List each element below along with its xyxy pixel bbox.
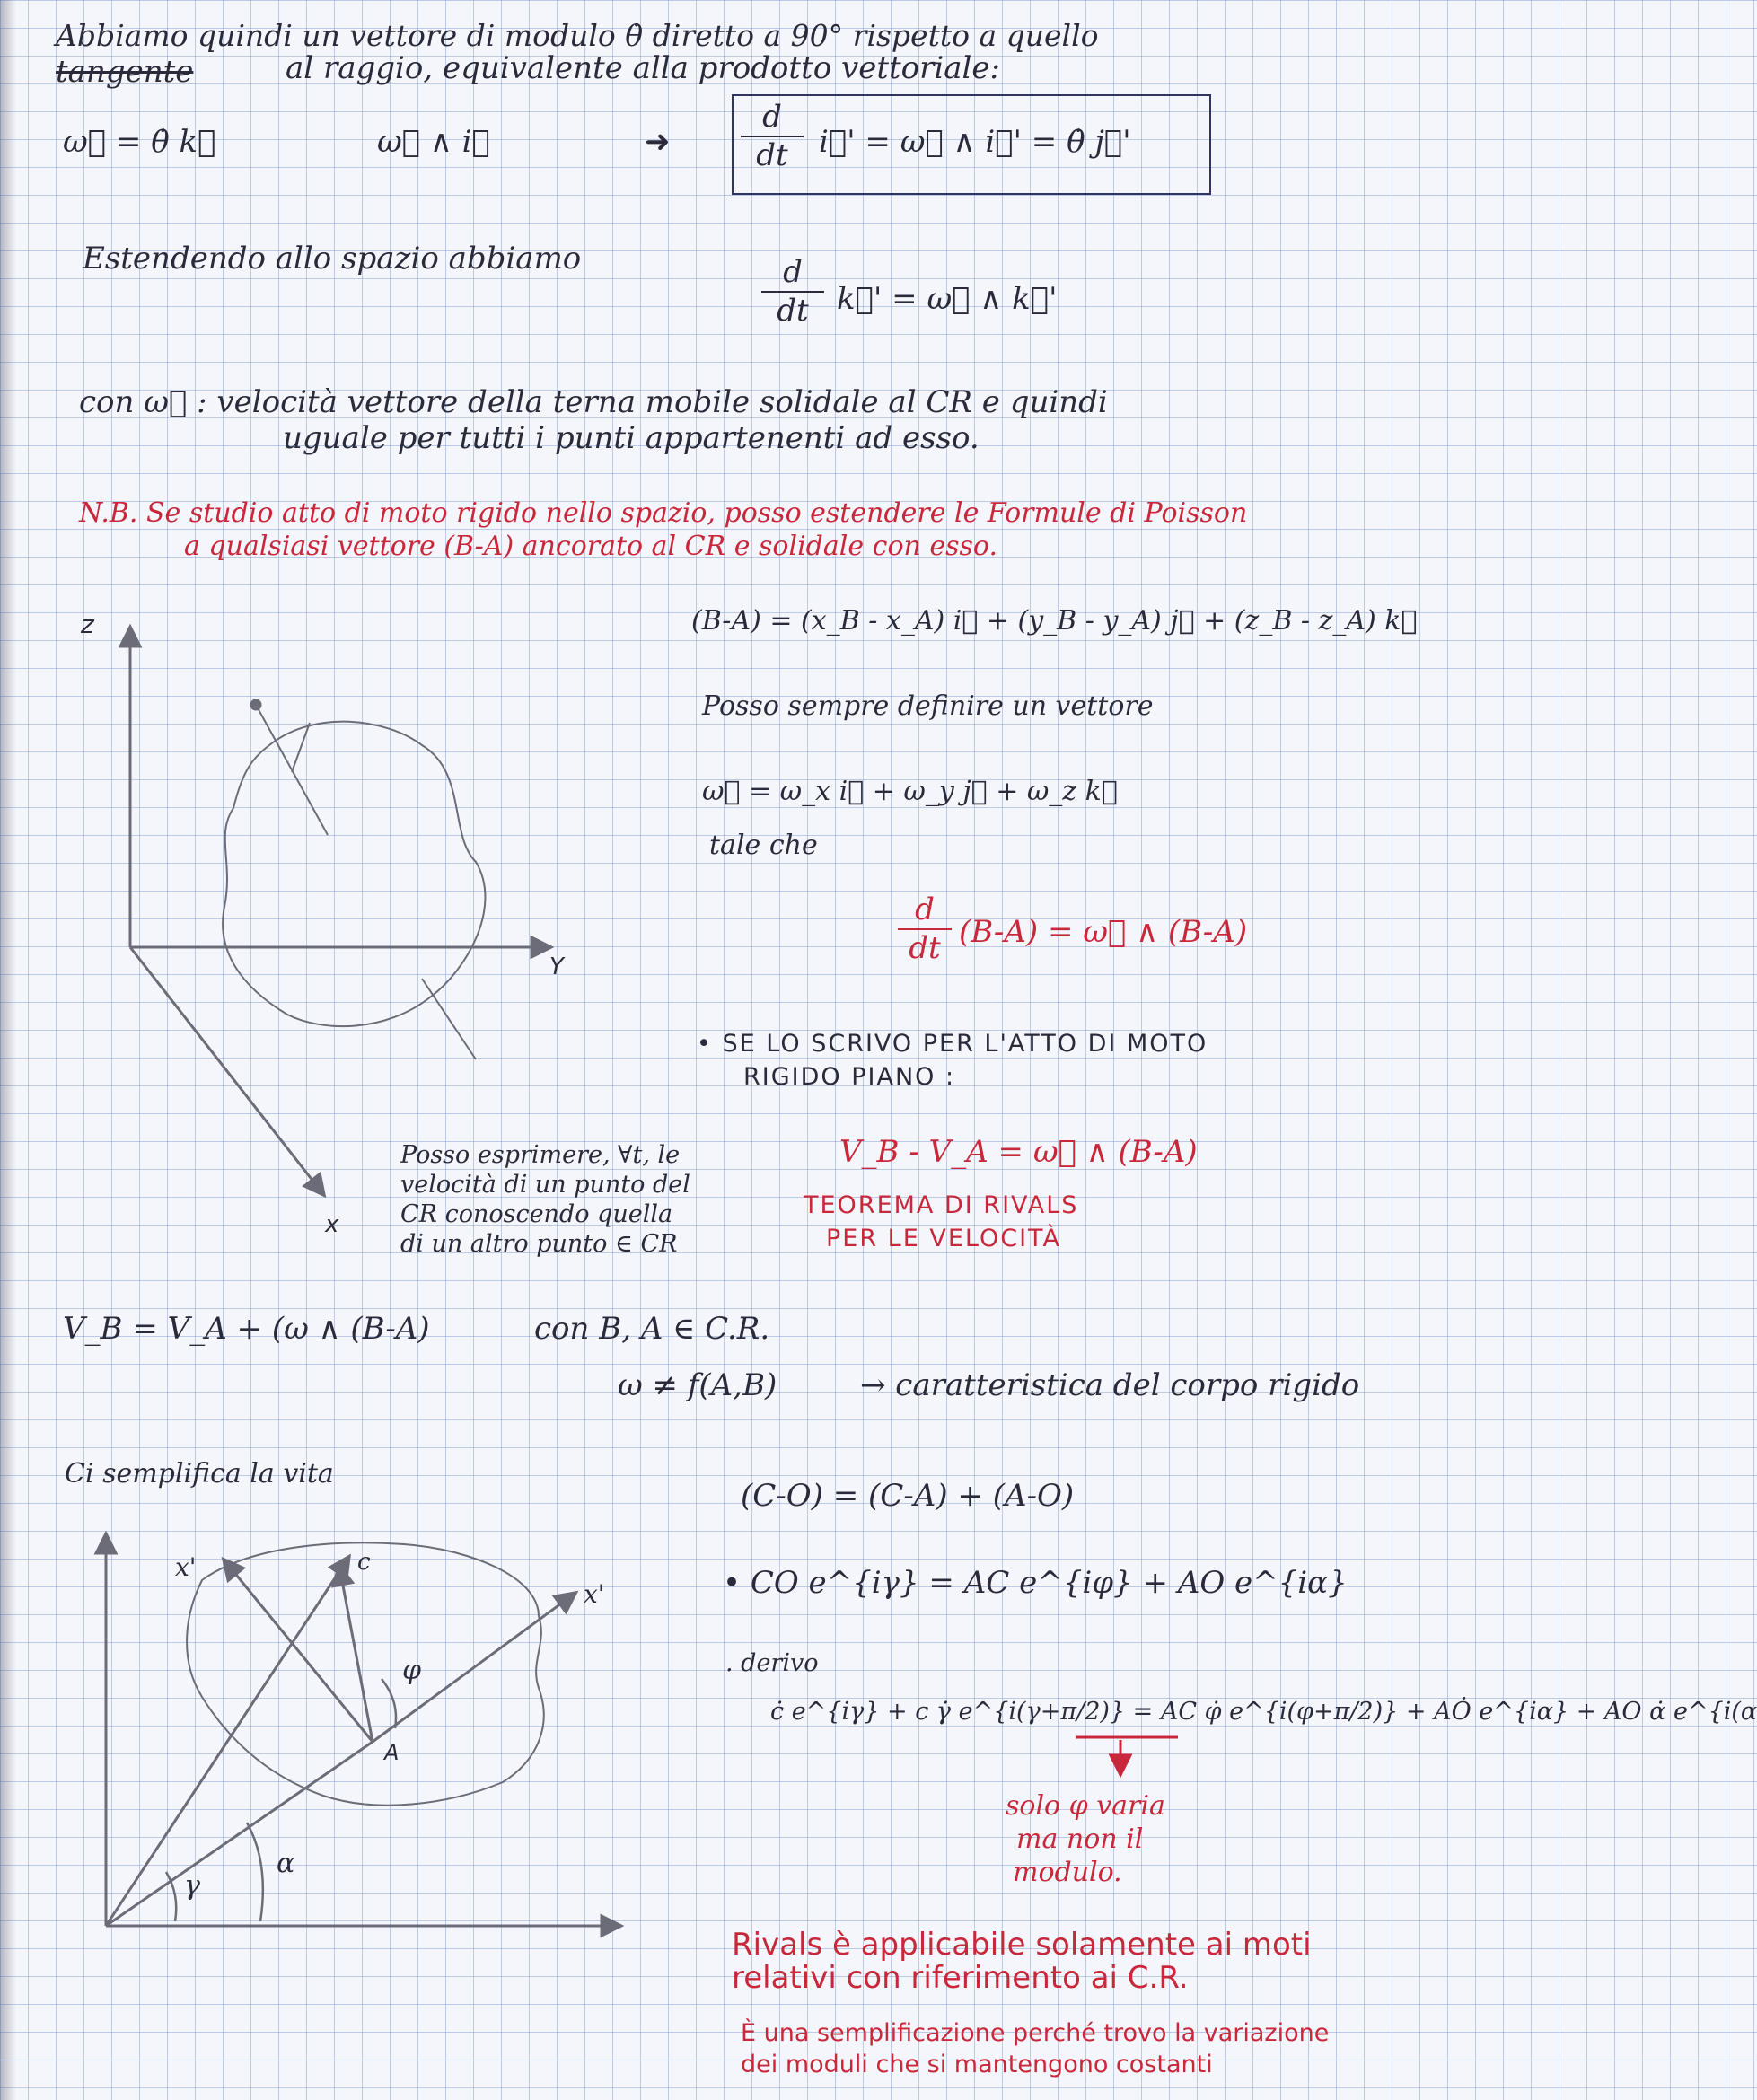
dba-rhs: (B-A) = ω⃗ ∧ (B-A) bbox=[959, 914, 1248, 950]
teorema-line-2: PER LE VELOCITÀ bbox=[826, 1225, 1061, 1252]
angle-phi-arc bbox=[382, 1679, 396, 1728]
vector-oc bbox=[106, 1558, 348, 1926]
extending-text: Estendendo allo spazio abbiamo bbox=[83, 241, 582, 277]
posso-definire: Posso sempre definire un vettore bbox=[702, 690, 1154, 722]
derivo-text: . derivo bbox=[725, 1649, 819, 1677]
co-equation-3: ċ e^{iγ} + c γ̇ e^{i(γ+π/2)} = AC φ̇ e^{i(φ+π/2)} + AȮ e^{iα} + AO α̇ e^{i(α bbox=[770, 1698, 1757, 1726]
text-line-2: al raggio, equivalente alla prodotto vettoriale: bbox=[286, 50, 1000, 86]
x-axis bbox=[130, 947, 323, 1194]
text-line-1: Abbiamo quindi un vettore di modulo θ̇ diretto a 90° rispetto a quello bbox=[56, 18, 1099, 53]
vector-x-prime-left bbox=[224, 1560, 373, 1742]
solo-line-3: modulo. bbox=[1013, 1857, 1122, 1888]
axis-y-label: Y bbox=[549, 953, 564, 980]
angle-alpha-arc bbox=[247, 1823, 263, 1921]
vb-equation: V_B = V_A + (ω ∧ (B-A) bbox=[63, 1311, 430, 1347]
co-equation-1: (C-O) = (C-A) + (A-O) bbox=[741, 1478, 1075, 1514]
rivals-formula: V_B - V_A = ω⃗ ∧ (B-A) bbox=[839, 1134, 1198, 1170]
omega-not-function: ω ≠ f(A,B) bbox=[618, 1367, 777, 1403]
diagram-3d-rigid-body bbox=[130, 628, 549, 1194]
se-line-2: RIGIDO PIANO : bbox=[743, 1063, 956, 1091]
nb-line-2: a qualsiasi vettore (B-A) ancorato al CR e solidale con esso. bbox=[184, 531, 997, 562]
tale-che: tale che bbox=[709, 830, 818, 861]
posso-esprimere-4: di un altro punto ∈ CR bbox=[400, 1230, 678, 1258]
omega-equation: ω⃗ = θ̇ k⃗ bbox=[63, 124, 216, 160]
ext-dt: dt bbox=[777, 293, 809, 329]
con-b-a: con B, A ∈ C.R. bbox=[534, 1311, 770, 1347]
rigid-body-blob-2 bbox=[187, 1542, 544, 1805]
omega-vector: ω⃗ = ω_x i⃗ + ω_y j⃗ + ω_z k⃗ bbox=[702, 776, 1118, 807]
implies-arrow-icon: ➜ bbox=[645, 124, 671, 160]
posso-esprimere-2: velocità di un punto del bbox=[400, 1171, 690, 1199]
ext-rhs: k⃗' = ω⃗ ∧ k⃗' bbox=[837, 281, 1058, 317]
label-alpha: α bbox=[277, 1848, 295, 1879]
rivals-line-2: relativi con riferimento ai C.R. bbox=[732, 1960, 1189, 1996]
label-c: c bbox=[357, 1549, 371, 1576]
boxed-d: d bbox=[762, 99, 782, 135]
con-line-2: uguale per tutti i punti appartenenti ad esso. bbox=[283, 420, 980, 456]
boxed-rhs: i⃗' = ω⃗ ∧ i⃗' = θ̇ j⃗' bbox=[819, 124, 1131, 160]
ext-d: d bbox=[783, 254, 803, 290]
label-x-prime-right: x' bbox=[584, 1579, 605, 1609]
semplificazione-line-2: dei moduli che si mantengono costanti bbox=[741, 2051, 1213, 2078]
axis-x-label: x bbox=[325, 1211, 339, 1238]
nb-line-1: N.B. Se studio atto di moto rigido nello spazio, posso estendere le Formule di Poisson bbox=[79, 497, 1248, 529]
posso-esprimere-1: Posso esprimere, ∀t, le bbox=[400, 1141, 681, 1169]
dba-dt: dt bbox=[909, 930, 941, 967]
solo-line-1: solo φ varia bbox=[1006, 1790, 1165, 1822]
text-line-2-struck: tangente bbox=[56, 54, 194, 90]
dba-d: d bbox=[915, 892, 935, 927]
rigid-body-blob bbox=[223, 722, 485, 1027]
omega-cross-i: ω⃗ ∧ i⃗ bbox=[377, 124, 490, 160]
vector-ac bbox=[339, 1567, 373, 1742]
label-a: A bbox=[384, 1740, 400, 1765]
semplificazione-line-1: È una semplificazione perché trovo la variazione bbox=[741, 2019, 1330, 2047]
axis-z-label: z bbox=[81, 610, 94, 639]
caratteristica-text: → caratteristica del corpo rigido bbox=[860, 1367, 1360, 1403]
posso-esprimere-3: CR conoscendo quella bbox=[400, 1200, 673, 1228]
ba-expansion: (B-A) = (x_B - x_A) i⃗ + (y_B - y_A) j⃗ + (z_B - z_A) k⃗ bbox=[691, 605, 1418, 637]
diagram-planar-vectors bbox=[106, 1535, 619, 1926]
solo-line-2: ma non il bbox=[1016, 1823, 1144, 1855]
teorema-line-1: TEOREMA DI RIVALS bbox=[804, 1191, 1079, 1219]
vector-oa bbox=[106, 1742, 373, 1926]
label-phi: φ bbox=[402, 1655, 422, 1686]
label-gamma: γ bbox=[184, 1870, 200, 1902]
se-line-1: • SE LO SCRIVO PER L'ATTO DI MOTO bbox=[697, 1030, 1208, 1058]
con-line-1: con ω⃗ : velocità vettore della terna mobile solidale al CR e quindi bbox=[79, 384, 1108, 420]
boxed-dt: dt bbox=[756, 137, 788, 174]
semplifica-text: Ci semplifica la vita bbox=[65, 1458, 334, 1489]
rivals-line-1: Rivals è applicabile solamente ai moti bbox=[732, 1927, 1312, 1963]
label-x-prime-left: x' bbox=[175, 1552, 197, 1582]
co-equation-2: • CO e^{iγ} = AC e^{iφ} + AO e^{iα} bbox=[723, 1565, 1348, 1601]
